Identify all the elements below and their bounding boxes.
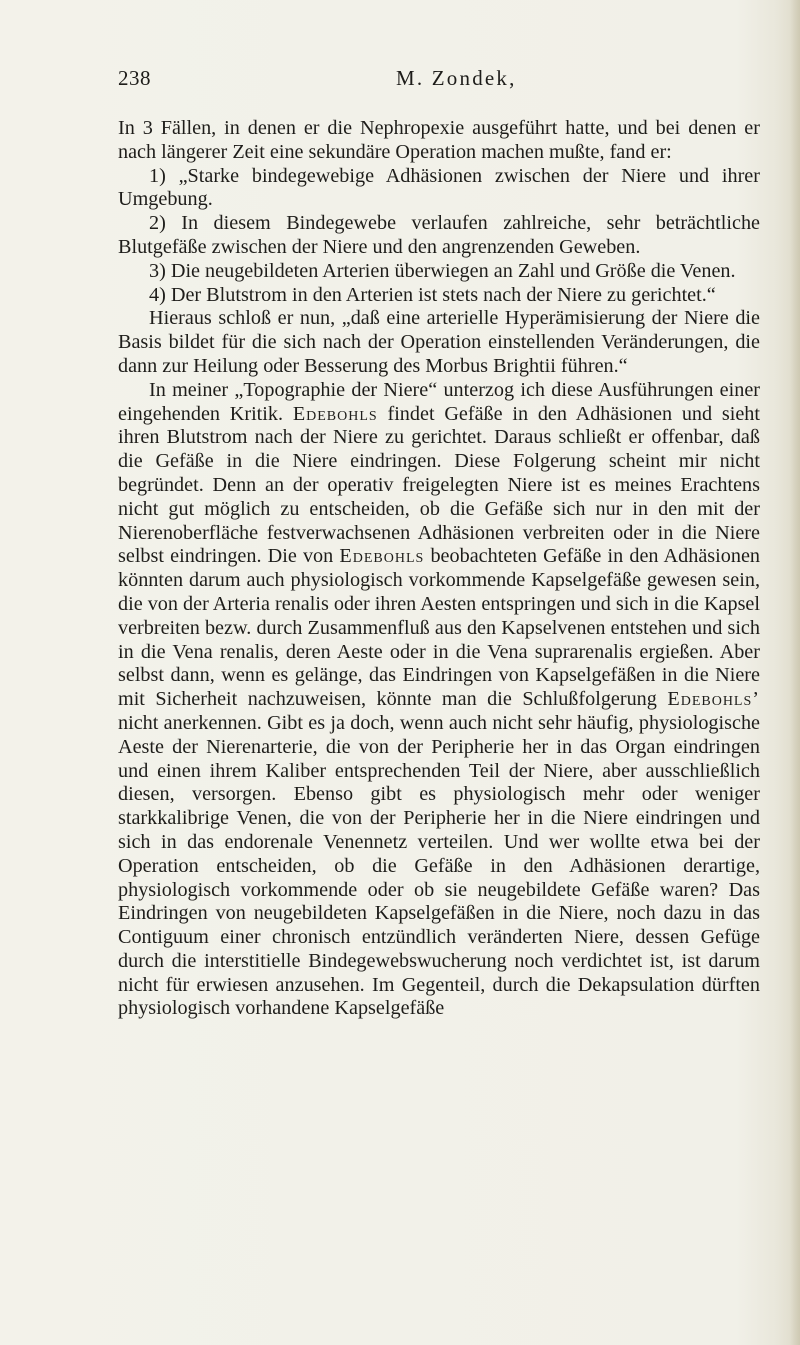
list-item-1: 1) „Starke bindegewebige Adhäsionen zwischen der Niere und ihrer Umgebung. — [118, 164, 760, 211]
page-header — [118, 66, 760, 96]
list-item-3: 3) Die neugebildeten Arterien überwiegen an Zahl und Größe die Venen. — [149, 259, 736, 282]
paragraph-critique — [118, 379, 760, 1022]
list-item-4: 4) Der Blutstrom in den Arterien ist stets nach der Niere zu gerichtet.“ — [149, 283, 716, 306]
author-name: Edebohls’ — [667, 688, 760, 711]
running-head: M. Zondek, — [396, 66, 517, 90]
critique-text-3: beobachteten Gefäße in den Adhäsionen könnten darum auch physiologisch vorkommende Kapselgefäße gewesen sein, die von der Arteria renalis oder ihren Aesten entspringen und sich in die Kapsel verbreiten bezw. durch Zusammenfluß aus den Kapselvenen entstehen und sich in die Vena renalis, deren Aeste oder in die Vena suprarenalis ergießen. Aber selbst dann, wenn es gelänge, das Eindringen von Kapselgefäßen in die Niere mit Sicherheit nachzuweisen, könnte man die Schlußfolgerung — [118, 545, 760, 711]
page-edge-shadow — [790, 0, 800, 1345]
paragraph-intro: In 3 Fällen, in denen er die Nephropexie ausgeführt hatte, und bei denen er nach längerer Zeit eine sekundäre Operation machen mußte, fand er: — [118, 117, 760, 163]
page-number: 238 — [118, 66, 151, 90]
body-text — [118, 117, 760, 1021]
critique-text-2: findet Gefäße in den Adhäsionen und sieht ihren Blutstrom nach der Niere zu gerichtet. Daraus schließt er offenbar, daß die Gefäße in die Niere eindringen. Diese Folgerung scheint mir nicht begründet. Denn an der operativ freigelegten Niere ist es meines Erachtens nicht gut möglich zu entscheiden, ob die Gefäße sich nur in den mit der Nierenoberfläche festverwachsenen Adhäsionen verbreiten oder in die Niere selbst eindringen. Die von — [118, 402, 760, 568]
author-name: Edebohls — [292, 402, 378, 425]
paragraph-conclusion: Hieraus schloß er nun, „daß eine arterielle Hyperämisierung der Niere die Basis bildet für die sich nach der Operation einstellenden Veränderungen, die dann zur Heilung oder Besserung des Morbus Brightii führen.“ — [118, 307, 760, 377]
critique-text-4: nicht anerkennen. Gibt es ja doch, wenn auch nicht sehr häufig, physiologische Aeste der Nierenarterie, die von der Peripherie her in das Organ eindringen und einen ihrem Kaliber entsprechenden Teil der Niere, aber ausschließlich diesen, versorgen. Ebenso gibt es physiologisch mehr oder weniger starkkalibrige Venen, die von der Peripherie her in die Niere eindringen und sich in das endorenale Venennetz verteilen. Und wer wollte etwa bei der Operation entscheiden, ob die Gefäße in den Adhäsionen derartige, physiologisch vorkommende oder ob sie neugebildete Gefäße waren? Das Eindringen von neugebildeten Kapselgefäßen in die Niere, noch dazu in das Contiguum einer chronisch entzündlich veränderten Niere, dessen Gefüge durch die interstitielle Bindegewebswucherung noch verdichtet ist, ist darum nicht für erwiesen anzusehen. Im Gegenteil, durch die Dekapsulation dürften physiologisch vorhandene Kapselgefäße — [118, 711, 760, 1020]
list-item-2: 2) In diesem Bindegewebe verlaufen zahlreiche, sehr beträchtliche Blutgefäße zwischen der Niere und den angrenzenden Geweben. — [118, 212, 760, 258]
author-name: Edebohls — [339, 545, 425, 568]
critique-text-1: In meiner „Topographie der Niere“ unterzog ich diese Ausführungen einer eingehenden Kritik. — [118, 378, 760, 425]
